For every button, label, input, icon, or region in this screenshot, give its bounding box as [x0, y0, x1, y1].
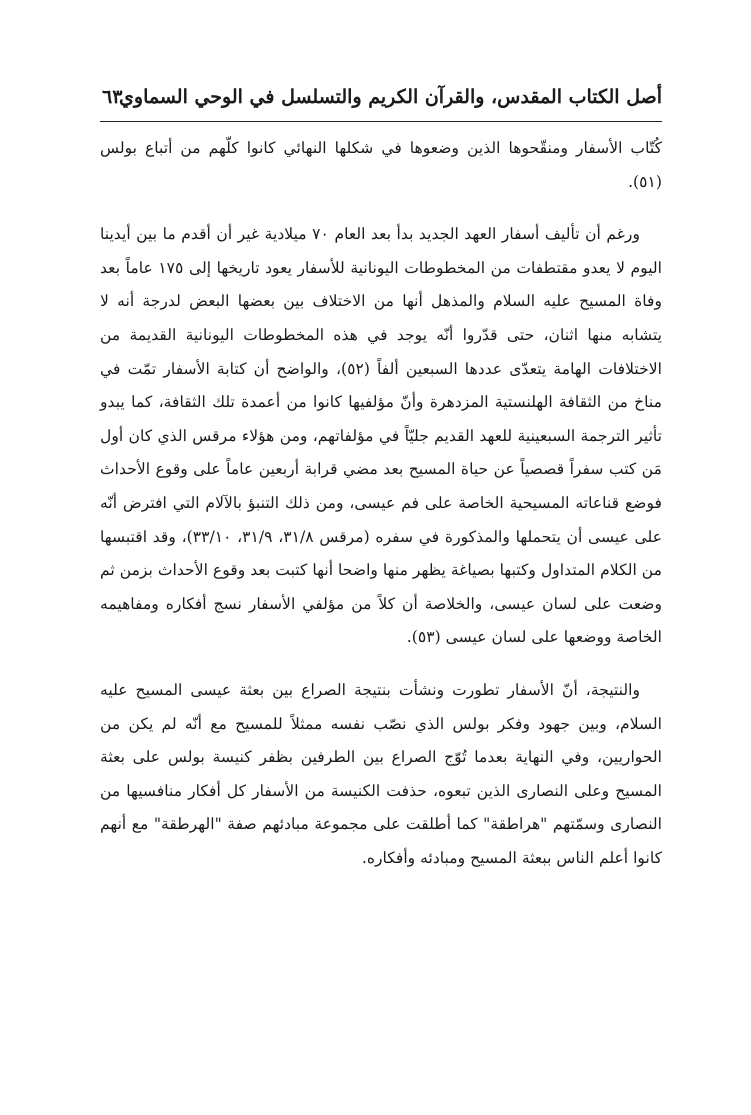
page-header — [100, 84, 662, 120]
paragraph-2: ورغم أن تأليف أسفار العهد الجديد بدأ بعد العام ٧٠ ميلادية غير أن أقدم ما بين أيدينا اليوم لا يعدو مقتطفات من المخطوطات اليونانية للأسفار يعود تاريخها إلى ١٧٥ عاماً بعد وفاة المسيح عليه السلام والمذهل أنها من الاختلاف بين بعضها البعض لدرجة أنه لا يتشابه منها اثنان، حتى قدّروا أنّه يوجد في هذه المخطوطات اليونانية القديمة من الاختلافات الهامة يتعدّى عددها السبعين ألفاً (٥٢)، والواضح أن كتابة الأسفار تمّت في مناخ من الثقافة الهلنستية المزدهرة وأنّ مؤلفيها كانوا من أعمدة تلك الثقافة، كما يبدو تأثير الترجمة السبعينية للعهد القديم جليّاً في مؤلفاتهم، ومن هؤلاء مرقس الذي كان أول مَن كتب سفراً قصصياً عن حياة المسيح بعد مضي قرابة أربعين عاماً على وقوع الأحداث فوضع قناعاته المسيحية الخاصة على فم عيسى، ومن ذلك التنبؤ بالآلام التي افترض أنّه على عيسى أن يتحملها والمذكورة في سفره (مرقس ٣١/٨، ٣١/٩، ٣٣/١٠)، وقد اقتبسها من الكلام المتداول وكتبها بصياغة يظهر منها واضحا أنها كتبت بعد وقوع الأحداث بزمن ثم وضعت على لسان عيسى، والخلاصة أن كلاً من مؤلفي الأسفار نسج أفكاره ومفاهيمه الخاصة ووضعها على لسان عيسى (٥٣). — [100, 225, 662, 647]
paragraph-1: كُتّاب الأسفار ومنقّحوها الذين وضعوها في شكلها النهائي كانوا كلّهم من أتباع بولس (٥١). — [100, 139, 662, 191]
paragraph-3: والنتيجة، أنّ الأسفار تطورت ونشأت بنتيجة الصراع بين بعثة عيسى المسيح عليه السلام، وبين جهود وفكر بولس الذي نصّب نفسه ممثلاً للمسيح مع أنّه لم يكن من الحواريين، وفي النهاية بعدما تُوّج الصراع بين الطرفين بظفر كنيسة بولس على بعثة المسيح وعلى النصارى الذين تبعوه، حذفت الكنيسة من الأسفار كل أفكار منافسيها من النصارى وسمّتهم "هراطقة" كما أطلقت على مجموعة مبادئهم صفة "الهرطقة" مع أنهم كانوا أعلم الناس ببعثة المسيح ومبادئه وأفكاره. — [100, 680, 662, 867]
running-title: أصل الكتاب المقدس، والقرآن الكريم والتسلسل في الوحي السماوي — [119, 86, 662, 108]
body-text — [100, 132, 662, 875]
header-divider — [100, 121, 662, 122]
page-number: ٦٣ — [102, 86, 123, 108]
